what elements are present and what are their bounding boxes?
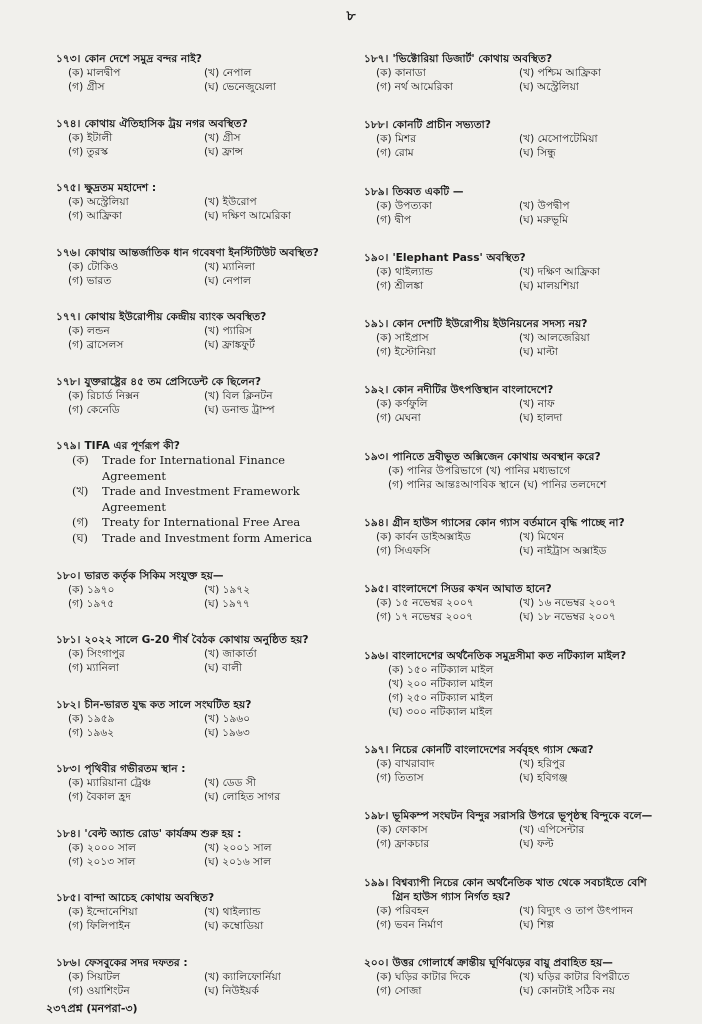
answer-option: (গ) সোজা: [376, 984, 422, 997]
answer-option: (গ) সিএফসি: [376, 545, 431, 558]
question-header: [56, 762, 334, 776]
answer-option: (ক) ম্যারিয়ানা ট্রেঞ্চ: [68, 777, 152, 790]
question-number: ১৮১।: [56, 634, 81, 647]
answer-option: (খ) ১৯৭২: [204, 583, 251, 596]
answer-option: (ঘ) ১৯৭৭: [204, 597, 250, 610]
answer-option: (খ) জাকার্তা: [204, 648, 257, 661]
question-header: [56, 117, 334, 131]
answer-option: (ক) ১৯৫৯: [68, 712, 115, 725]
option-text: Trade and Investment form America: [102, 530, 313, 545]
answer-option: (খ) নেপাল: [204, 67, 252, 79]
question-number: ১৮২।: [56, 698, 81, 711]
answer-option: (ক) ইটালী: [68, 131, 113, 144]
answer-option: (ক) উপত্যকা: [376, 199, 432, 212]
option-list: [364, 663, 656, 719]
answer-option: (ক) কর্ণফুলি: [376, 398, 428, 411]
answer-option: (গ) ফ্রাকচার: [376, 838, 430, 851]
answer-option: (ক) ১৫০ নটিক্যাল মাইল: [388, 663, 494, 676]
option-text: Treaty for International Free Area: [102, 515, 301, 530]
question-header: [56, 52, 334, 66]
option-list: [56, 712, 334, 740]
option-list: [364, 265, 656, 293]
option-label: (ঘ): [72, 530, 88, 545]
answer-option: (গ) গ্রীস: [68, 81, 105, 93]
question-text: 'Elephant Pass' অবস্থিত?: [392, 251, 526, 264]
answer-option: (খ) ডেড সী: [204, 777, 256, 790]
answer-option: (ঘ) হবিগঞ্জ: [519, 771, 568, 784]
question-header: [364, 516, 656, 530]
answer-option: (খ) প্যারিস: [204, 325, 252, 338]
answer-option: (ক) মালদ্বীপ: [68, 67, 121, 79]
answer-option: (খ) বিল ক্লিনটন: [204, 389, 273, 402]
question-header: [56, 246, 334, 260]
left-column: [56, 52, 334, 998]
question-number: ১৯১।: [364, 318, 389, 331]
question-header: [364, 317, 656, 331]
answer-option: (ঘ) মালয়শিয়া: [519, 279, 579, 292]
option-label: (গ): [72, 515, 89, 530]
option-text: Trade and Investment Framework Agreement: [102, 484, 300, 514]
option-list: [56, 776, 334, 804]
question-item: [364, 649, 656, 719]
answer-option: (ঘ) সিন্ধু: [519, 147, 556, 160]
question-text: কোথায় ইউরোপীয় কেন্দ্রীয় ব্যাংক অবস্থিত?: [84, 311, 267, 324]
question-header: [364, 876, 656, 904]
question-text: 'ভিক্টোরিয়া ডিজার্ট' কোথায় অবস্থিত?: [392, 53, 553, 65]
answer-option: (ক) পরিবহন: [376, 904, 429, 917]
answer-option: (খ) ইউরোপ: [204, 196, 257, 209]
question-item: [364, 317, 656, 359]
question-number: ১৮০।: [56, 569, 81, 582]
question-item: [56, 246, 334, 288]
answer-option: (ঘ) ফ্রান্স: [204, 145, 244, 158]
question-item: [364, 118, 656, 160]
question-header: [56, 698, 334, 712]
answer-option: (খ) ২০০১ সাল: [204, 841, 272, 854]
question-text: বাংলাদেশে সিডর কখন আঘাত হানে?: [392, 583, 552, 596]
question-item: [56, 762, 334, 804]
question-header: [56, 439, 334, 453]
answer-option: (ঘ) শিল্প: [519, 918, 555, 931]
answer-option: (ঘ) ১৮ নভেম্বর ২০০৭: [519, 611, 616, 624]
question-item: [364, 516, 656, 558]
question-header: [56, 956, 334, 970]
answer-option: (গ) ওয়াশিংটন: [68, 984, 130, 997]
answer-option: (গ) শ্রীলঙ্কা: [376, 279, 424, 292]
option-list: [364, 823, 656, 851]
question-text: কোন দেশটি ইউরোপীয় ইউনিয়নের সদস্য নয়?: [392, 318, 588, 331]
answer-option: (গ) বৈকাল হ্রদ: [68, 791, 131, 804]
question-number: ১৮৬।: [56, 956, 81, 969]
answer-option: (গ) কেনেডি: [68, 403, 120, 416]
answer-option: (ক) ১৯৭০: [68, 583, 115, 596]
question-item: [56, 117, 334, 159]
answer-option: (ঘ) দক্ষিণ আমেরিকা: [204, 210, 291, 223]
option-label: (ক): [72, 453, 89, 468]
question-number: ১৭৭।: [56, 311, 81, 324]
option-list: [56, 324, 334, 352]
question-text: ক্ষুদ্রতম মহাদেশ :: [84, 182, 157, 195]
answer-option: (খ) মেসোপটেমিয়া: [519, 133, 598, 146]
option-list: [364, 66, 656, 94]
answer-option: (গ) ১৯৭৫: [68, 597, 115, 610]
answer-option: (গ) তুরস্ক: [68, 145, 108, 158]
question-text: চীন-ভারত যুদ্ধ কত সালে সংঘটিত হয়?: [84, 698, 252, 711]
answer-option: (খ) ঘড়ির কাটার বিপরীতে: [519, 970, 630, 983]
question-item: [364, 809, 656, 851]
option-list: [364, 464, 656, 492]
option-list: [56, 647, 334, 675]
question-number: ১৯৫।: [364, 583, 389, 596]
answer-option: (ক) লন্ডন: [68, 325, 110, 338]
answer-option: (খ) হরিপুর: [519, 757, 566, 770]
answer-option: (গ) ভবন নির্মাণ: [376, 918, 443, 931]
question-header: [56, 181, 334, 195]
question-item: [56, 375, 334, 417]
answer-option: (ঘ) ডনাল্ড ট্রাম্প: [204, 403, 275, 416]
answer-option: (খ) ১৬ নভেম্বর ২০০৭: [519, 597, 617, 610]
answer-option: (ঘ) বালী: [204, 662, 243, 675]
option-list: [56, 66, 334, 94]
question-header: [56, 891, 334, 905]
answer-option: (গ) ব্রাসেলস: [68, 339, 124, 352]
answer-option: (ক) টোকিও: [68, 260, 119, 273]
answer-option: (ঘ) ভেনেজুয়েলা: [204, 81, 276, 93]
question-number: ১৮৯।: [364, 185, 389, 198]
answer-option: (ক) সাইপ্রাস: [376, 332, 429, 345]
question-item: [364, 52, 656, 94]
question-text: কোন নদীটির উৎপত্তিস্থান বাংলাদেশে?: [392, 384, 554, 397]
question-item: [56, 633, 334, 675]
page-number: ৮: [346, 8, 356, 24]
option-list: [56, 970, 334, 998]
answer-option: (গ) ১৯৬২: [68, 726, 115, 739]
question-text: 'বেল্ট অ্যান্ড রোড' কার্যক্রম শুরু হয় :: [84, 827, 242, 840]
question-item: [364, 876, 656, 932]
option-label: (খ): [72, 484, 89, 499]
question-number: ১৭৮।: [56, 375, 81, 388]
question-text: কোন দেশে সমুদ্র বন্দর নাই?: [84, 53, 202, 65]
answer-option: (ক) ১৫ নভেম্বর ২০০৭: [376, 597, 474, 610]
question-item: [56, 956, 334, 998]
answer-option: (খ) ১৯৬০: [204, 712, 251, 725]
option-list: [364, 596, 656, 624]
answer-option: (খ) দক্ষিণ আফ্রিকা: [519, 265, 600, 278]
answer-option: (ঘ) ফল্ট: [519, 838, 554, 851]
question-number: ২০০।: [364, 956, 389, 969]
question-item: [364, 956, 656, 998]
answer-option: (ক) সিয়াটল: [68, 970, 121, 983]
answer-option: (ক) সিংগাপুর: [68, 648, 125, 661]
option-list: [364, 199, 656, 227]
answer-option: (গ) ভারত: [68, 274, 112, 287]
option-list: [56, 260, 334, 288]
question-number: ১৭৯।: [56, 440, 81, 453]
answer-option: (গ) ১৭ নভেম্বর ২০০৭: [376, 611, 474, 624]
answer-option: (ঘ) কোনটাই সঠিক নয়: [519, 984, 616, 997]
question-text: ভারত কর্তৃক সিকিম সংযুক্ত হয়—: [84, 569, 224, 582]
question-text: কোথায় আন্তর্জাতিক ধান গবেষণা ইনস্টিটিউট অবস্থিত?: [84, 246, 319, 259]
question-number: ১৮৮।: [364, 119, 389, 132]
footer-code: ২৩৭প্রশ্ন (মনপরা-৩): [46, 1002, 138, 1015]
answer-option: (ঘ) হালদা: [519, 412, 563, 425]
answer-option: (খ) বিদ্যুৎ ও তাপ উৎপাদন: [519, 904, 633, 917]
answer-option: (গ) দ্বীপ: [376, 213, 412, 226]
answer-option: (ক) রিচার্ড নিক্সন: [68, 389, 140, 402]
answer-option: (খ) উপদ্বীপ: [519, 199, 570, 212]
question-number: ১৯২।: [364, 384, 389, 397]
answer-option: (ঘ) অস্ট্রেলিয়া: [519, 81, 579, 93]
answer-option: (ক) কার্বন ডাইঅক্সাইড: [376, 531, 471, 544]
answer-option: [72, 531, 334, 547]
answer-option: [72, 484, 334, 515]
answer-option: (খ) ২০০ নটিক্যাল মাইল: [388, 677, 493, 690]
question-item: [364, 450, 656, 492]
question-number: ১৯০।: [364, 251, 389, 264]
question-text: কোথায় ঐতিহাসিক ট্রয় নগর অবস্থিত?: [84, 117, 248, 130]
question-text: TIFA এর পূর্ণরূপ কী?: [84, 440, 180, 453]
question-item: [364, 743, 656, 785]
question-header: [56, 827, 334, 841]
question-header: [364, 52, 656, 66]
question-header: [364, 743, 656, 757]
answer-option: (ক) পানির উপরিভাগে (খ) পানির মধ্যভাগে: [388, 464, 571, 477]
question-number: ১৯৪।: [364, 517, 389, 530]
question-header: [364, 582, 656, 596]
question-text: পৃথিবীর গভীরতম স্থান :: [84, 763, 186, 776]
question-text: বিশ্বব্যাপী নিচের কোন অর্থনৈতিক খাত থেকে সবচাইতে বেশি গ্রিন হাউস গ্যাস নির্গত হয়?: [392, 876, 647, 903]
question-item: [56, 439, 334, 546]
answer-option: (ঘ) মাল্টা: [519, 346, 558, 359]
answer-option: (ঘ) নেপাল: [204, 274, 251, 287]
question-item: [56, 310, 334, 352]
answer-option: (গ) তিতাস: [376, 771, 424, 784]
answer-option: (ঘ) নাইট্রাস অক্সাইড: [519, 545, 607, 558]
question-text: ভূমিকম্প সংঘটন বিন্দুর সরাসরি উপরে ভূপৃষ্ঠস্থ বিন্দুকে বলে—: [392, 810, 653, 823]
question-number: ১৭৩।: [56, 53, 81, 65]
question-item: [56, 569, 334, 611]
question-number: ১৯৭।: [364, 743, 389, 756]
answer-option: (ঘ) কম্বোডিয়া: [204, 920, 264, 933]
answer-option: (খ) গ্রীস: [204, 131, 241, 144]
question-number: ১৮৭।: [364, 53, 389, 65]
answer-option: (ঘ) লোহিত সাগর: [204, 791, 281, 804]
option-list: [364, 757, 656, 785]
question-text: উত্তর গোলার্ধে ক্রান্তীয় ঘূর্ণিঝড়ের বায়ু প্রবাহিত হয়—: [392, 956, 613, 969]
option-list: [56, 905, 334, 933]
question-header: [56, 375, 334, 389]
option-list: [364, 397, 656, 425]
question-text: পানিতে দ্রবীভূত অক্সিজেন কোথায় অবস্থান করে?: [392, 450, 601, 463]
question-number: ১৯৬।: [364, 649, 389, 662]
answer-option: (গ) ফিলিপাইন: [68, 920, 131, 933]
answer-option: (গ) ম্যানিলা: [68, 662, 119, 675]
answer-option: (ক) ফোকাস: [376, 824, 428, 837]
answer-option: (খ) মিথেন: [519, 531, 564, 544]
question-text: তিব্বত একটি —: [392, 185, 464, 198]
question-header: [56, 569, 334, 583]
answer-option: (খ) নাফ: [519, 398, 555, 411]
answer-option: (খ) এপিসেন্টার: [519, 824, 585, 837]
answer-option: (গ) পানির আন্তঃআণবিক স্থানে (ঘ) পানির তলদেশে: [388, 478, 607, 491]
answer-option: (ঘ) ২০১৬ সাল: [204, 855, 272, 868]
question-item: [56, 827, 334, 869]
option-list: [56, 389, 334, 417]
question-number: ১৯৯।: [364, 876, 389, 889]
option-list: [364, 132, 656, 160]
answer-option: (ঘ) নিউইয়র্ক: [204, 984, 259, 997]
question-item: [56, 181, 334, 223]
question-text: ফেসবুকের সদর দফতর :: [84, 956, 188, 969]
question-text: বাংলাদেশের অর্থনৈতিক সমুদ্রসীমা কত নটিক্যাল মাইল?: [392, 649, 627, 662]
option-list: [364, 904, 656, 932]
question-number: ১৮৩।: [56, 763, 81, 776]
answer-option: (ক) ঘড়ির কাটার দিকে: [376, 970, 471, 983]
answer-option: (খ) ক্যালিফোর্নিয়া: [204, 970, 281, 983]
question-header: [364, 118, 656, 132]
question-number: ১৭৪।: [56, 117, 81, 130]
question-text: ২০২২ সালে G-20 শীর্ষ বৈঠক কোথায় অনুষ্ঠিত হয়?: [84, 634, 309, 647]
answer-option: (গ) রোম: [376, 147, 414, 160]
answer-option: [72, 453, 334, 484]
answer-option: (খ) থাইল্যান্ড: [204, 906, 261, 919]
question-header: [56, 310, 334, 324]
question-header: [364, 809, 656, 823]
answer-option: (ক) অস্ট্রেলিয়া: [68, 196, 129, 209]
question-number: ১৯৮।: [364, 810, 389, 823]
question-item: [56, 52, 334, 94]
option-list: [56, 195, 334, 223]
question-header: [364, 251, 656, 265]
option-list: [56, 453, 334, 546]
answer-option: (ঘ) ফ্রাঙ্কফুর্ট: [204, 339, 255, 352]
answer-option: (ক) থাইল্যান্ড: [376, 265, 433, 278]
question-number: ১৮৫।: [56, 892, 81, 905]
answer-option: (গ) ইস্টোনিয়া: [376, 346, 436, 359]
option-text: Trade for International Finance Agreement: [102, 453, 285, 483]
question-text: কোনটি প্রাচীন সভ্যতা?: [392, 119, 491, 132]
option-list: [56, 583, 334, 611]
question-text: বান্দা আচেহ কোথায় অবস্থিত?: [84, 892, 215, 905]
answer-option: (খ) আলজেরিয়া: [519, 332, 590, 345]
answer-option: (গ) ২০১৩ সাল: [68, 855, 136, 868]
answer-option: (ঘ) ১৯৬৩: [204, 726, 250, 739]
answer-option: (ঘ) ৩০০ নটিক্যাল মাইল: [388, 705, 493, 718]
question-number: ১৮৪।: [56, 827, 81, 840]
option-list: [364, 970, 656, 998]
option-list: [364, 530, 656, 558]
answer-option: (ক) ইন্দোনেশিয়া: [68, 906, 138, 919]
question-text: গ্রীন হাউস গ্যাসের কোন গ্যাস বর্তমানে বৃদ্ধি পাচ্ছে না?: [392, 517, 625, 530]
question-item: [56, 698, 334, 740]
question-text: নিচের কোনটি বাংলাদেশের সর্ববৃহৎ গ্যাস ক্ষেত্র?: [392, 743, 594, 756]
answer-option: (ঘ) মরুভূমি: [519, 213, 568, 226]
answer-option: (খ) পশ্চিম আফ্রিকা: [519, 67, 601, 79]
answer-option: (গ) আফ্রিকা: [68, 210, 123, 223]
question-header: [56, 633, 334, 647]
answer-option: (খ) ম্যানিলা: [204, 260, 255, 273]
option-list: [364, 331, 656, 359]
option-list: [56, 841, 334, 869]
answer-option: (গ) ২৫০ নটিক্যাল মাইল: [388, 691, 493, 704]
question-item: [364, 251, 656, 293]
question-number: ১৭৬।: [56, 246, 81, 259]
answer-option: (ক) ২০০০ সাল: [68, 841, 136, 854]
question-item: [364, 185, 656, 227]
answer-option: (ক) বাখরাবাদ: [376, 757, 435, 770]
question-text: যুক্তরাষ্ট্রের ৪৫ তম প্রেসিডেন্ট কে ছিলেন?: [84, 375, 261, 388]
question-item: [364, 383, 656, 425]
answer-option: (ক) মিশর: [376, 133, 417, 146]
answer-option: (গ) নর্থ আমেরিকা: [376, 81, 453, 93]
question-header: [364, 450, 656, 464]
answer-option: (গ) মেঘনা: [376, 412, 421, 425]
question-item: [364, 582, 656, 624]
question-item: [56, 891, 334, 933]
question-number: ১৯৩।: [364, 450, 389, 463]
question-header: [364, 185, 656, 199]
right-column: [364, 52, 656, 998]
question-header: [364, 649, 656, 663]
question-header: [364, 383, 656, 397]
answer-option: [72, 515, 334, 531]
question-number: ১৭৫।: [56, 182, 81, 195]
question-header: [364, 956, 656, 970]
option-list: [56, 131, 334, 159]
answer-option: (ক) কানাডা: [376, 67, 426, 79]
